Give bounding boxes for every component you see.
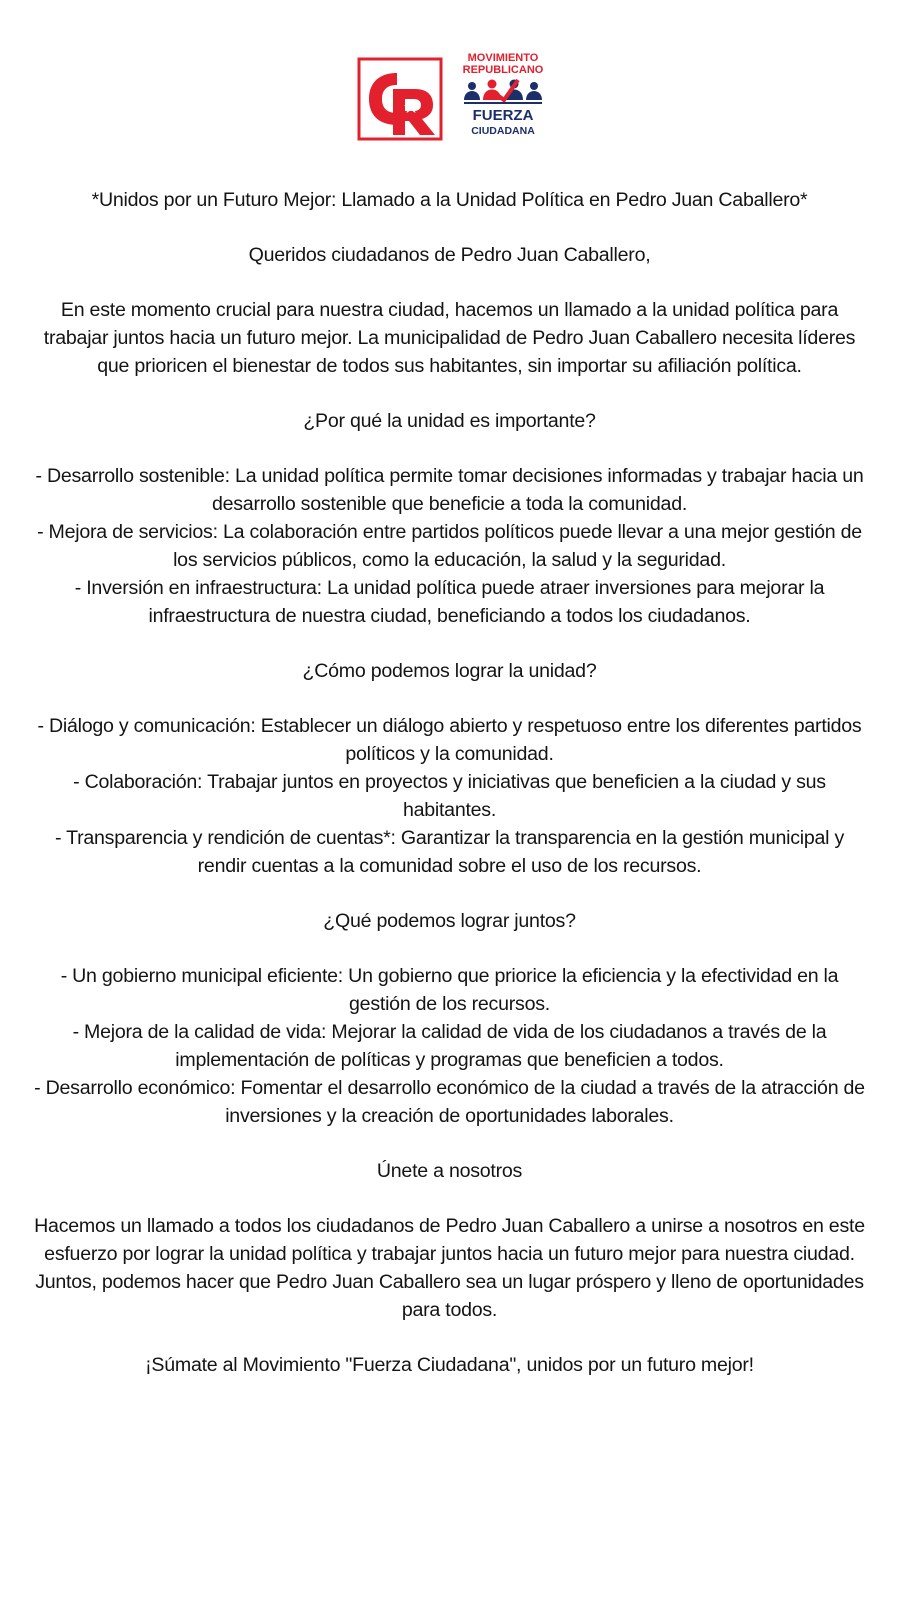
greeting: Queridos ciudadanos de Pedro Juan Caballero, [248, 244, 651, 266]
closing-line: ¡Súmate al Movimiento "Fuerza Ciudadana", unidos por un futuro mejor! [145, 1354, 754, 1376]
mr-logo [458, 50, 548, 146]
list-item: - Inversión en infraestructura: La unidad política puede atraer inversiones para mejorar la infraestructura de nuestra ciudad, beneficiando a todos los ciudadanos. [74, 577, 825, 627]
section-heading-how-unity: ¿Cómo podemos lograr la unidad? [302, 660, 597, 682]
list-item: - Desarrollo sostenible: La unidad política permite tomar decisiones informadas y trabajar hacia un desarrollo sostenible que beneficie a toda la comunidad. [35, 465, 864, 515]
join-heading: Únete a nosotros [376, 1160, 523, 1182]
list-item: - Diálogo y comunicación: Establecer un diálogo abierto y respetuoso entre los diferentes partidos políticos y la comunidad. [37, 715, 862, 765]
list-item: - Colaboración: Trabajar juntos en proyectos y iniciativas que beneficien a la ciudad y sus habitantes. [73, 771, 826, 821]
list-item: - Mejora de la calidad de vida: Mejorar la calidad de vida de los ciudadanos a través de la implementación de políticas y programas que beneficien a todos. [72, 1021, 827, 1071]
list-item: - Mejora de servicios: La colaboración entre partidos políticos puede llevar a una mejor gestión de los servicios públicos, como la educación, la salud y la seguridad. [37, 521, 862, 571]
join-paragraph: Hacemos un llamado a todos los ciudadanos de Pedro Juan Caballero a unirse a nosotros en este esfuerzo por lograr la unidad política y trabajar juntos hacia un futuro mejor para nuestra ciudad. Juntos, podemos hacer que Pedro Juan Caballero sea un lugar próspero y lleno de oportunidades para todos. [34, 1215, 865, 1321]
section-heading-why-unity: ¿Por qué la unidad es importante? [303, 410, 596, 432]
mr-logo-line1: MOVIMIENTO [467, 52, 539, 64]
people-icon [464, 80, 542, 101]
list-item: - Desarrollo económico: Fomentar el desarrollo económico de la ciudad a través de la atracción de inversiones y la creación de oportunidades laborales. [34, 1077, 865, 1127]
list-item: - Un gobierno municipal eficiente: Un gobierno que priorice la eficiencia y la efectividad en la gestión de los recursos. [60, 965, 839, 1015]
cr-logo [357, 55, 445, 143]
mr-logo-line2: REPUBLICANO [462, 64, 544, 76]
logo-header [0, 50, 899, 150]
section-how-unity-list [30, 712, 869, 880]
intro-paragraph: En este momento crucial para nuestra ciudad, hacemos un llamado a la unidad política para trabajar juntos hacia un futuro mejor. La municipalidad de Pedro Juan Caballero necesita líderes que prioricen el bienestar de todos sus habitantes, sin importar su afiliación política. [43, 299, 856, 377]
document-body [30, 186, 869, 1406]
mr-logo-line3: FUERZA [472, 107, 534, 124]
document-title: *Unidos por un Futuro Mejor: Llamado a la Unidad Política en Pedro Juan Caballero* [91, 189, 808, 211]
mr-logo-line4: CIUDADANA [471, 125, 535, 137]
list-item: - Transparencia y rendición de cuentas*: Garantizar la transparencia en la gestión municipal y rendir cuentas a la comunidad sobre el uso de los recursos. [55, 827, 844, 877]
section-heading-achieve-together: ¿Qué podemos lograr juntos? [323, 910, 576, 932]
section-why-unity-list [30, 462, 869, 630]
section-achieve-together-list [30, 962, 869, 1130]
